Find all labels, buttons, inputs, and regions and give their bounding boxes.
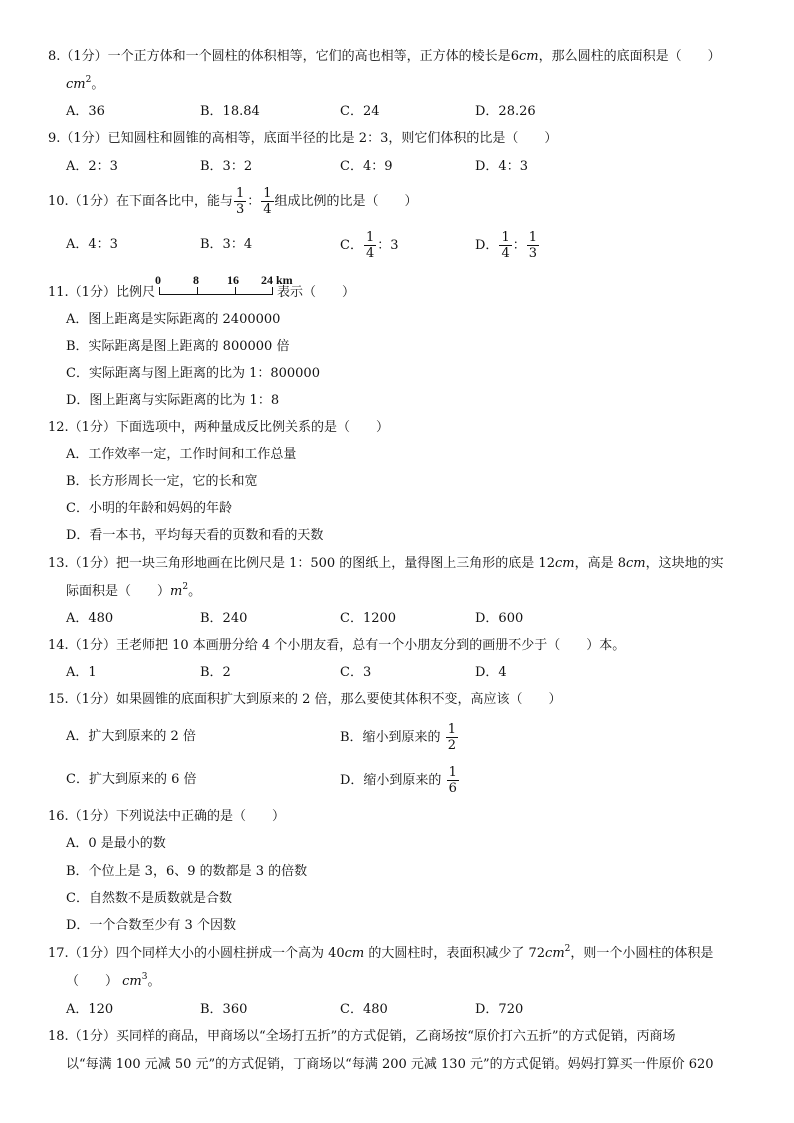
q18-stem-cont: 以“每满 100 元减 50 元”的方式促销，丁商场以“每满 200 元减 130 元”的方式促销。妈妈打算买一件原价 620 [66,1057,714,1072]
q15-option-b[interactable]: B．缩小到原来的 $\frac{1}{2}$ [340,722,456,753]
q12-option-d[interactable]: D．看一本书，平均每天看的页数和看的天数 [66,528,324,543]
q16-stem: 16.（1分）下列说法中正确的是（ ） [48,809,285,824]
scale-tick-24km: 24 km [260,273,293,287]
q11-option-b[interactable]: B．实际距离是图上距离的 800000 倍 [66,339,290,354]
q14-option-b[interactable]: B．2 [200,665,231,680]
fraction-one-fourth: $\frac{1}{4}$ [263,186,272,217]
q10-option-b[interactable]: B．3：4 [200,237,253,252]
q9-stem: 9.（1分）已知圆柱和圆锥的高相等，底面半径的比是 2：3，则它们体积的比是（ ） [48,131,558,146]
q12-option-a[interactable]: A．工作效率一定，工作时间和工作总量 [66,447,297,462]
q17-stem: 17.（1分）四个同样大小的小圆柱拼成一个高为 40cm 的大圆柱时，表面积减少了 $72cm^2$，则一个小圆柱的体积是 [48,944,714,961]
q17-stem-cont: （ ） $cm^3$。 [66,972,161,989]
q14-option-d[interactable]: D．4 [475,665,507,680]
q9-option-b[interactable]: B．3：2 [200,159,253,174]
q11-stem: 11.（1分）比例尺 0 8 16 24 km 表示（ ） [48,273,355,300]
scale-tick-16: 16 [226,273,239,287]
q16-option-d[interactable]: D．一个合数至少有 3 个因数 [66,918,236,933]
q15-stem: 15.（1分）如果圆锥的底面积扩大到原来的 2 倍，那么要使其体积不变，高应该（ ） [48,692,562,707]
q8-stem: 8.（1分）一个正方体和一个圆柱的体积相等，它们的高也相等，正方体的棱长是6cm，那么圆柱的底面积是（ ） [48,49,721,64]
q17-option-d[interactable]: D．720 [475,1002,524,1017]
q8-option-d[interactable]: D．28.26 [475,104,536,119]
q8-option-c[interactable]: C．24 [340,104,380,119]
q12-option-b[interactable]: B．长方形周长一定，它的长和宽 [66,474,258,489]
scale-tick-8: 8 [192,273,199,287]
q15-option-a[interactable]: A．扩大到原来的 2 倍 [66,729,196,744]
q13-stem: 13.（1分）把一块三角形地画在比例尺是 1：500 的图纸上，量得图上三角形的底是 12cm，高是 8cm，这块地的实 [48,556,724,571]
q11-option-a[interactable]: A．图上距离是实际距离的 2400000 [66,312,281,327]
fraction-one-third: $\frac{1}{3}$ [235,186,245,217]
q17-option-a[interactable]: A．120 [66,1002,114,1017]
q9-option-a[interactable]: A．2：3 [66,159,118,174]
q18-stem: 18.（1分）买同样的商品，甲商场以“全场打五折”的方式促销，乙商场按“原价打六五折”的方式促销，丙商场 [48,1029,676,1044]
q8-option-b[interactable]: B．18.84 [200,104,260,119]
q17-option-b[interactable]: B．360 [200,1002,248,1017]
q13-stem-cont: 际面积是（ ）$m^2$。 [66,582,202,599]
q10-option-c[interactable]: C． $\frac{1}{4}$ ：3 [340,230,399,261]
q15-option-c[interactable]: C．扩大到原来的 6 倍 [66,772,197,787]
q8-option-a[interactable]: A．36 [66,104,105,119]
q16-option-a[interactable]: A．0 是最小的数 [66,836,166,851]
q14-option-c[interactable]: C．3 [340,665,372,680]
q16-option-b[interactable]: B．个位上是 3，6、9 的数都是 3 的倍数 [66,864,308,879]
q10-option-d[interactable]: D． $\frac{1}{4}$ ： $\frac{1}{3}$ [475,230,538,261]
q13-option-a[interactable]: A．480 [66,611,114,626]
q12-stem: 12.（1分）下面选项中，两种量成反比例关系的是（ ） [48,420,389,435]
q11-option-d[interactable]: D．图上距离与实际距离的比为 1：8 [66,393,280,408]
q10-stem: 10.（1分）在下面各比中，能与 $\frac{1}{3}$ ： $\frac{1}{4}$ 组成比例的比是（ ） [48,186,418,217]
q13-option-b[interactable]: B．240 [200,611,248,626]
scale-bar [154,273,293,302]
q17-option-c[interactable]: C．480 [340,1002,388,1017]
q13-option-d[interactable]: D．600 [475,611,524,626]
q11-option-c[interactable]: C．实际距离与图上距离的比为 1：800000 [66,366,320,381]
scale-tick-0: 0 [154,273,161,287]
q14-stem: 14.（1分）王老师把 10 本画册分给 4 个小朋友看，总有一个小朋友分到的画册不少于（ ）本。 [48,638,626,653]
q12-option-c[interactable]: C．小明的年龄和妈妈的年龄 [66,501,232,516]
q14-option-a[interactable]: A．1 [66,665,97,680]
q15-option-d[interactable]: D．缩小到原来的 $\frac{1}{6}$ [340,765,457,796]
q13-option-c[interactable]: C．1200 [340,611,397,626]
q10-option-a[interactable]: A．4：3 [66,237,118,252]
q16-option-c[interactable]: C．自然数不是质数就是合数 [66,891,232,906]
q9-option-c[interactable]: C．4：9 [340,159,393,174]
q9-option-d[interactable]: D．4：3 [475,159,528,174]
q8-stem-cont: $cm^2$。 [66,75,105,92]
